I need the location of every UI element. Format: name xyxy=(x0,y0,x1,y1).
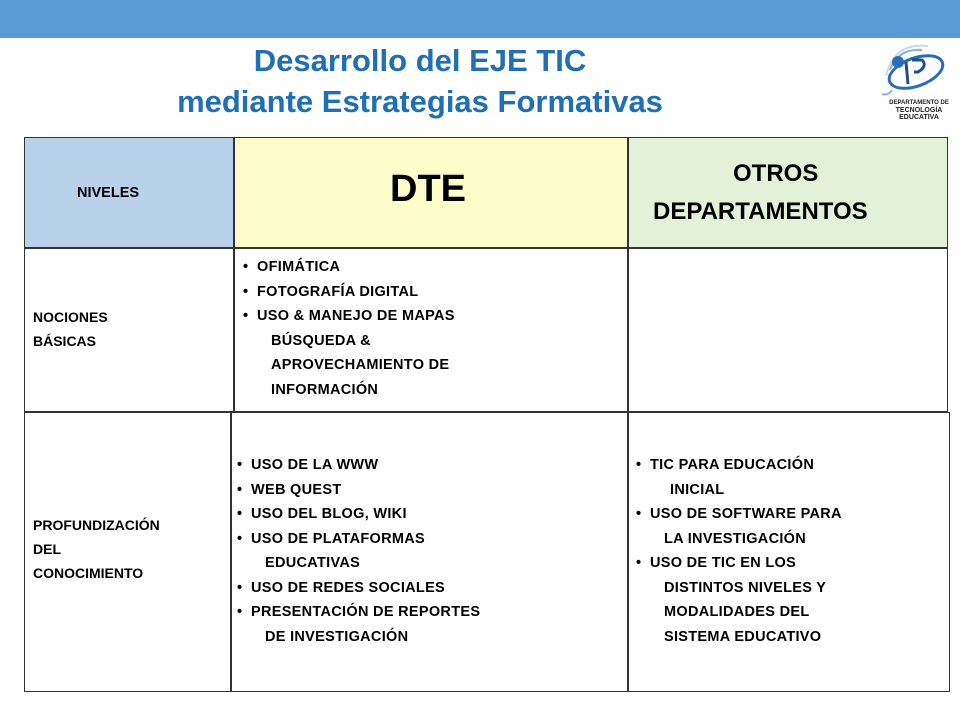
header-dte-label: DTE xyxy=(390,168,466,210)
list-item: • USO DE TIC EN LOS DISTINTOS NIVELES Y MODALIDADES DEL SISTEMA EDUCATIVO xyxy=(636,551,842,649)
header-otros-departamentos xyxy=(628,137,948,248)
slide-title-line2: mediante Estrategias Formativas xyxy=(177,84,663,119)
list-item: • WEB QUEST xyxy=(237,478,480,503)
dte-list xyxy=(243,255,455,402)
header-niveles-label: NIVELES xyxy=(77,185,140,201)
header-dte xyxy=(234,137,628,248)
list-item: • USO & MANEJO DE MAPAS BÚSQUEDA & APROVECHAMIENTO DE INFORMACIÓN xyxy=(243,304,455,402)
list-item: • USO DE REDES SOCIALES xyxy=(237,576,480,601)
otros-list xyxy=(636,453,842,649)
top-accent-bar xyxy=(0,0,960,38)
logo-lettering: DEPARTAMENTO DE TECNOLOGÍA EDUCATIVA xyxy=(889,100,949,121)
row-label: PROFUNDIZACIÓN DEL CONOCIMIENTO xyxy=(33,517,160,581)
row-label: NOCIONES BÁSICAS xyxy=(33,309,108,349)
row-profundizacion-dte-cell xyxy=(231,412,628,692)
header-otros-line2: DEPARTAMENTOS xyxy=(653,198,868,225)
row-nociones-dte-cell xyxy=(234,248,628,412)
list-item: • USO DE SOFTWARE PARA LA INVESTIGACIÓN xyxy=(636,502,842,551)
header-otros-line1: OTROS xyxy=(733,160,819,187)
row-profundizacion-otros-cell xyxy=(628,412,950,692)
slide-title-line1: Desarrollo del EJE TIC xyxy=(253,43,587,78)
header-niveles xyxy=(24,137,234,248)
row-nociones-label-cell xyxy=(24,248,234,412)
list-item: • USO DE LA WWW xyxy=(237,453,480,478)
list-item: • USO DE PLATAFORMAS EDUCATIVAS xyxy=(237,527,480,576)
dte-list xyxy=(237,453,480,649)
list-item: • PRESENTACIÓN DE REPORTES DE INVESTIGACIÓN xyxy=(237,600,480,649)
list-item: • FOTOGRAFÍA DIGITAL xyxy=(243,280,455,305)
list-item: • TIC PARA EDUCACIÓN INICIAL xyxy=(636,453,842,502)
row-profundizacion-label-cell xyxy=(24,412,231,692)
row-nociones-otros-cell xyxy=(628,248,948,412)
list-item: • OFIMÁTICA xyxy=(243,255,455,280)
list-item: • USO DEL BLOG, WIKI xyxy=(237,502,480,527)
